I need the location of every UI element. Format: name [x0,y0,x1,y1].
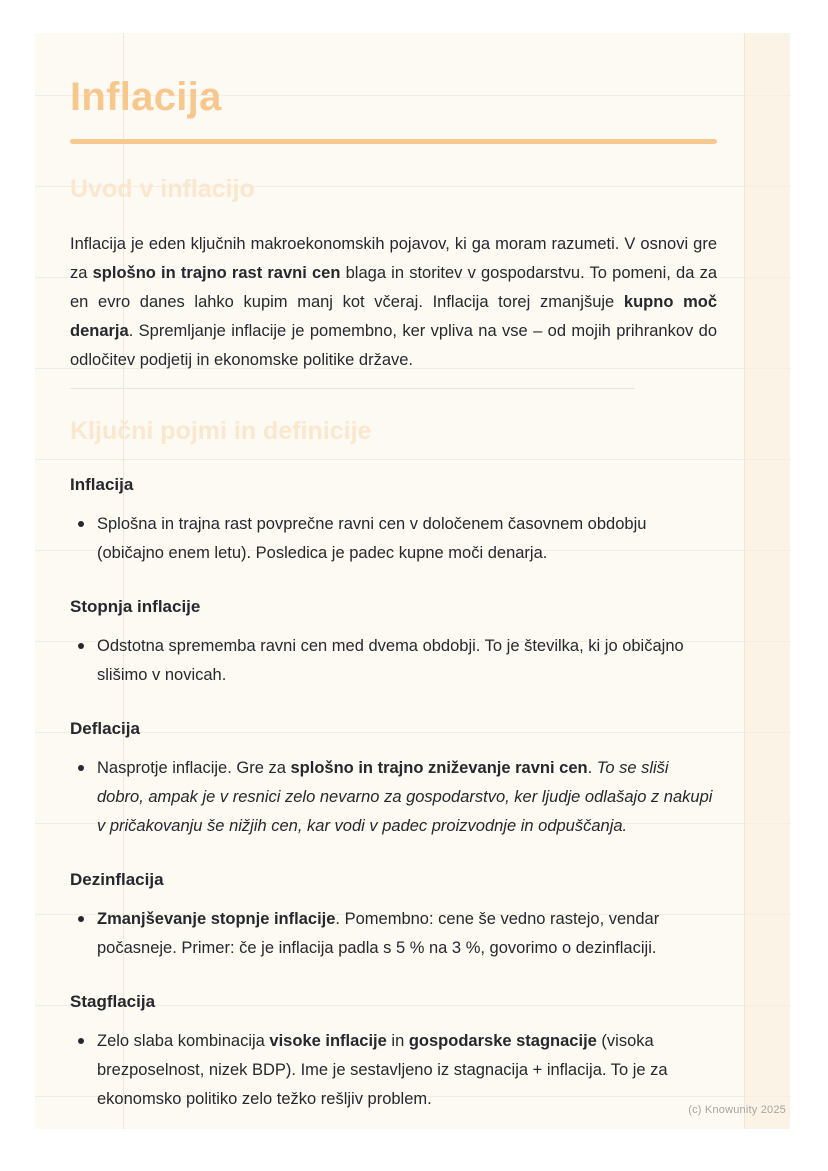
intro-paragraph: Inflacija je eden ključnih makroekonomskih pojavov, ki ga moram razumeti. V osnovi gre za splošno in trajno rast ravni cen blaga in storitev v gospodarstvu. To pomeni, da za en evro danes lahko kupim manj kot včeraj. Inflacija torej zmanjšuje kupno moč denarja. Spremljanje inflacije je pomembno, ker vpliva na vse – od mojih prihrankov do odločitev podjetij in ekonomske politike države. [70,235,717,369]
term-heading-dezinflacija: Dezinflacija [70,870,164,889]
term-heading-stopnja-inflacije: Stopnja inflacije [70,597,201,616]
term-heading-stagflacija: Stagflacija [70,992,156,1011]
term-definition: Splošna in trajna rast povprečne ravni cen v določenem časovnem obdobju (običajno enem letu). Posledica je padec kupne moči denarja. [97,510,717,568]
term-heading-inflacija: Inflacija [70,475,134,494]
section-heading-terms: Ključni pojmi in definicije [70,417,372,445]
term-definition-list [70,632,717,690]
document-content [35,33,790,1114]
term-definition: Zelo slaba kombinacija visoke inflacije in gospodarske stagnacije (visoka brezposelnost, nizek BDP). Ime je sestavljeno iz stagnacija + inflacija. To je za ekonomsko politiko zelo težko rešljiv problem. [97,1027,717,1114]
page-title: Inflacija [70,75,222,119]
section-heading-intro: Uvod v inflacijo [70,175,255,203]
term-definition: Nasprotje inflacije. Gre za splošno in trajno zniževanje ravni cen. To se sliši dobro, ampak je v resnici zelo nevarno za gospodarstvo, ker ljudje odlašajo z nakupi v pričakovanju še nižjih cen, kar vodi v padec proizvodnje in odpuščanja. [97,754,717,841]
title-underline [70,139,717,144]
document-page [35,33,790,1129]
copyright-note: (c) Knowunity 2025 [688,1104,786,1116]
term-definition-list [70,905,717,963]
section-divider [70,388,635,389]
term-definition-list [70,1027,717,1114]
term-definition-list [70,510,717,568]
term-definition-list [70,754,717,841]
term-definition: Zmanjševanje stopnje inflacije. Pomembno: cene še vedno rastejo, vendar počasneje. Primer: če je inflacija padla s 5 % na 3 %, govorimo o dezinflaciji. [97,905,717,963]
term-heading-deflacija: Deflacija [70,719,140,738]
term-definition: Odstotna sprememba ravni cen med dvema obdobji. To je številka, ki jo običajno slišimo v novicah. [97,632,717,690]
